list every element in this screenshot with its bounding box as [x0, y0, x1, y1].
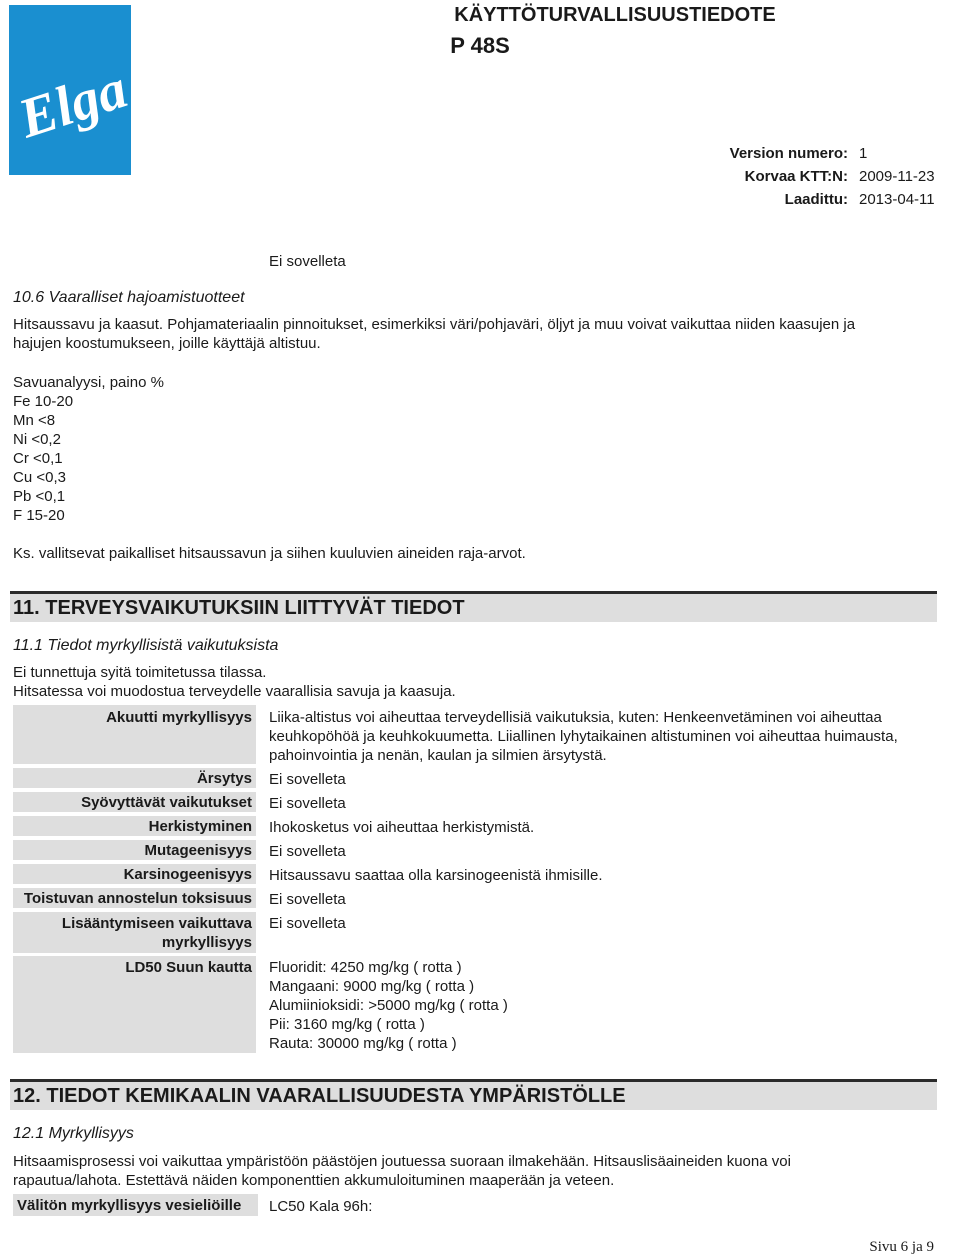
section-11-title: 11. TERVEYSVAIKUTUKSIIN LIITTYVÄT TIEDOT: [13, 597, 465, 619]
limit-values-note: Ks. vallitsevat paikalliset hitsaussavun ja siihen kuuluvien aineiden raja-arvot.: [13, 545, 526, 562]
svg-text:Elga: Elga: [11, 57, 131, 151]
acute-toxicity-value: Liika-altistus voi aiheuttaa terveydellisiä vaikutuksia, kuten: Henkeenvetäminen voi aiheuttaa keuhkopöhöä ja keuhkokuumetta. Liiallinen lyhytaikainen altistuminen voi aiheuttaa huimausta, pahoinvointia ja nenän, kaulan ja silmien ärsytystä.: [269, 709, 898, 764]
acute-toxicity-label: Akuutti myrkyllisyys: [13, 705, 256, 764]
fume-analysis-title: Savuanalyysi, paino %: [13, 374, 164, 391]
aquatic-toxicity-value: LC50 Kala 96h:: [269, 1198, 373, 1215]
elga-logo-mark: [9, 5, 131, 175]
previous-value: Ei sovelleta: [269, 253, 346, 270]
elga-logo: [9, 5, 131, 175]
ecotox-text-line1: Hitsaamisprosessi voi vaikuttaa ympäristöön päästöjen joutuessa suoraan ilmakehään. Hitsauslisäaineiden kuona voi: [13, 1153, 791, 1170]
subsection-12-1-heading: 12.1 Myrkyllisyys: [13, 1125, 134, 1142]
replaces-label: Korvaa KTT:N:: [744, 168, 848, 185]
decomposition-text-line2: hajujen koostumukseen, joille käyttäjä altistuu.: [13, 335, 321, 352]
subsection-11-1-heading: 11.1 Tiedot myrkyllisistä vaikutuksista: [13, 637, 279, 654]
decomposition-text-line1: Hitsaussavu ja kaasut. Pohjamateriaalin pinnoitukset, esimerkiksi väri/pohjaväri, öljyt ja muu voivat vaikuttaa niiden kaasujen ja: [13, 316, 856, 333]
section-12-title: 12. TIEDOT KEMIKAALIN VAARALLISUUDESTA YMPÄRISTÖLLE: [13, 1085, 626, 1107]
carcinogenicity-value: Hitsaussavu saattaa olla karsinogeenistä ihmisille.: [269, 867, 603, 884]
fume-analysis-list: [13, 392, 73, 525]
page-number: Sivu 6 ja 9: [869, 1239, 934, 1255]
fume-item: Ni <0,2: [13, 431, 61, 448]
fume-item: F 15-20: [13, 507, 65, 524]
irritation-value: Ei sovelleta: [269, 771, 346, 788]
subsection-10-6-heading: 10.6 Vaaralliset hajoamistuotteet: [13, 289, 245, 306]
sensitisation-value: Ihokosketus voi aiheuttaa herkistymistä.: [269, 819, 535, 836]
reproductive-toxicity-value: Ei sovelleta: [269, 915, 346, 932]
repeated-dose-label: Toistuvan annostelun toksisuus: [13, 888, 256, 908]
fume-item: Mn <8: [13, 412, 56, 429]
fume-item: Cu <0,3: [13, 469, 66, 486]
fume-item: Pb <0,1: [13, 488, 66, 505]
reproductive-toxicity-label: Lisääntymiseen vaikuttava myrkyllisyys: [13, 912, 256, 953]
aquatic-toxicity-label: Välitön myrkyllisyys vesieliöille: [13, 1194, 258, 1216]
replaces-value: 2009-11-23: [859, 168, 935, 185]
section-11-header: [10, 591, 937, 622]
section-12-header: [10, 1079, 937, 1110]
mutagenicity-value: Ei sovelleta: [269, 843, 346, 860]
ld50-oral-label: LD50 Suun kautta: [13, 956, 256, 1053]
carcinogenicity-label: Karsinogeenisyys: [13, 864, 256, 884]
toxicity-line1: Ei tunnettuja syitä toimitetussa tilassa.: [13, 664, 267, 681]
repeated-dose-value: Ei sovelleta: [269, 891, 346, 908]
prepared-label: Laadittu:: [784, 191, 848, 208]
corrosive-value: Ei sovelleta: [269, 795, 346, 812]
ecotox-text-line2: rapautua/lahota. Estettävä näiden komponenttien akkumuloituminen maaperään ja veteen.: [13, 1172, 615, 1189]
fume-item: Cr <0,1: [13, 450, 63, 467]
corrosive-label: Syövyttävät vaikutukset: [13, 792, 256, 812]
product-name: P 48S: [450, 33, 510, 58]
version-value: 1: [859, 145, 868, 162]
document-title: KÄYTTÖTURVALLISUUSTIEDOTE: [454, 4, 776, 26]
irritation-label: Ärsytys: [13, 768, 256, 788]
ld50-oral-value: Fluoridit: 4250 mg/kg ( rotta ) Mangaani: 9000 mg/kg ( rotta ) Alumiinioksidi: >5000 mg/kg ( rotta ) Pii: 3160 mg/kg ( rotta ) Rauta: 30000 mg/kg ( rotta ): [269, 959, 508, 1052]
version-label: Version numero:: [729, 145, 848, 162]
prepared-value: 2013-04-11: [859, 191, 935, 208]
toxicity-line2: Hitsatessa voi muodostua terveydelle vaarallisia savuja ja kaasuja.: [13, 683, 456, 700]
mutagenicity-label: Mutageenisyys: [13, 840, 256, 860]
fume-item: Fe 10-20: [13, 393, 74, 410]
sensitisation-label: Herkistyminen: [13, 816, 256, 836]
